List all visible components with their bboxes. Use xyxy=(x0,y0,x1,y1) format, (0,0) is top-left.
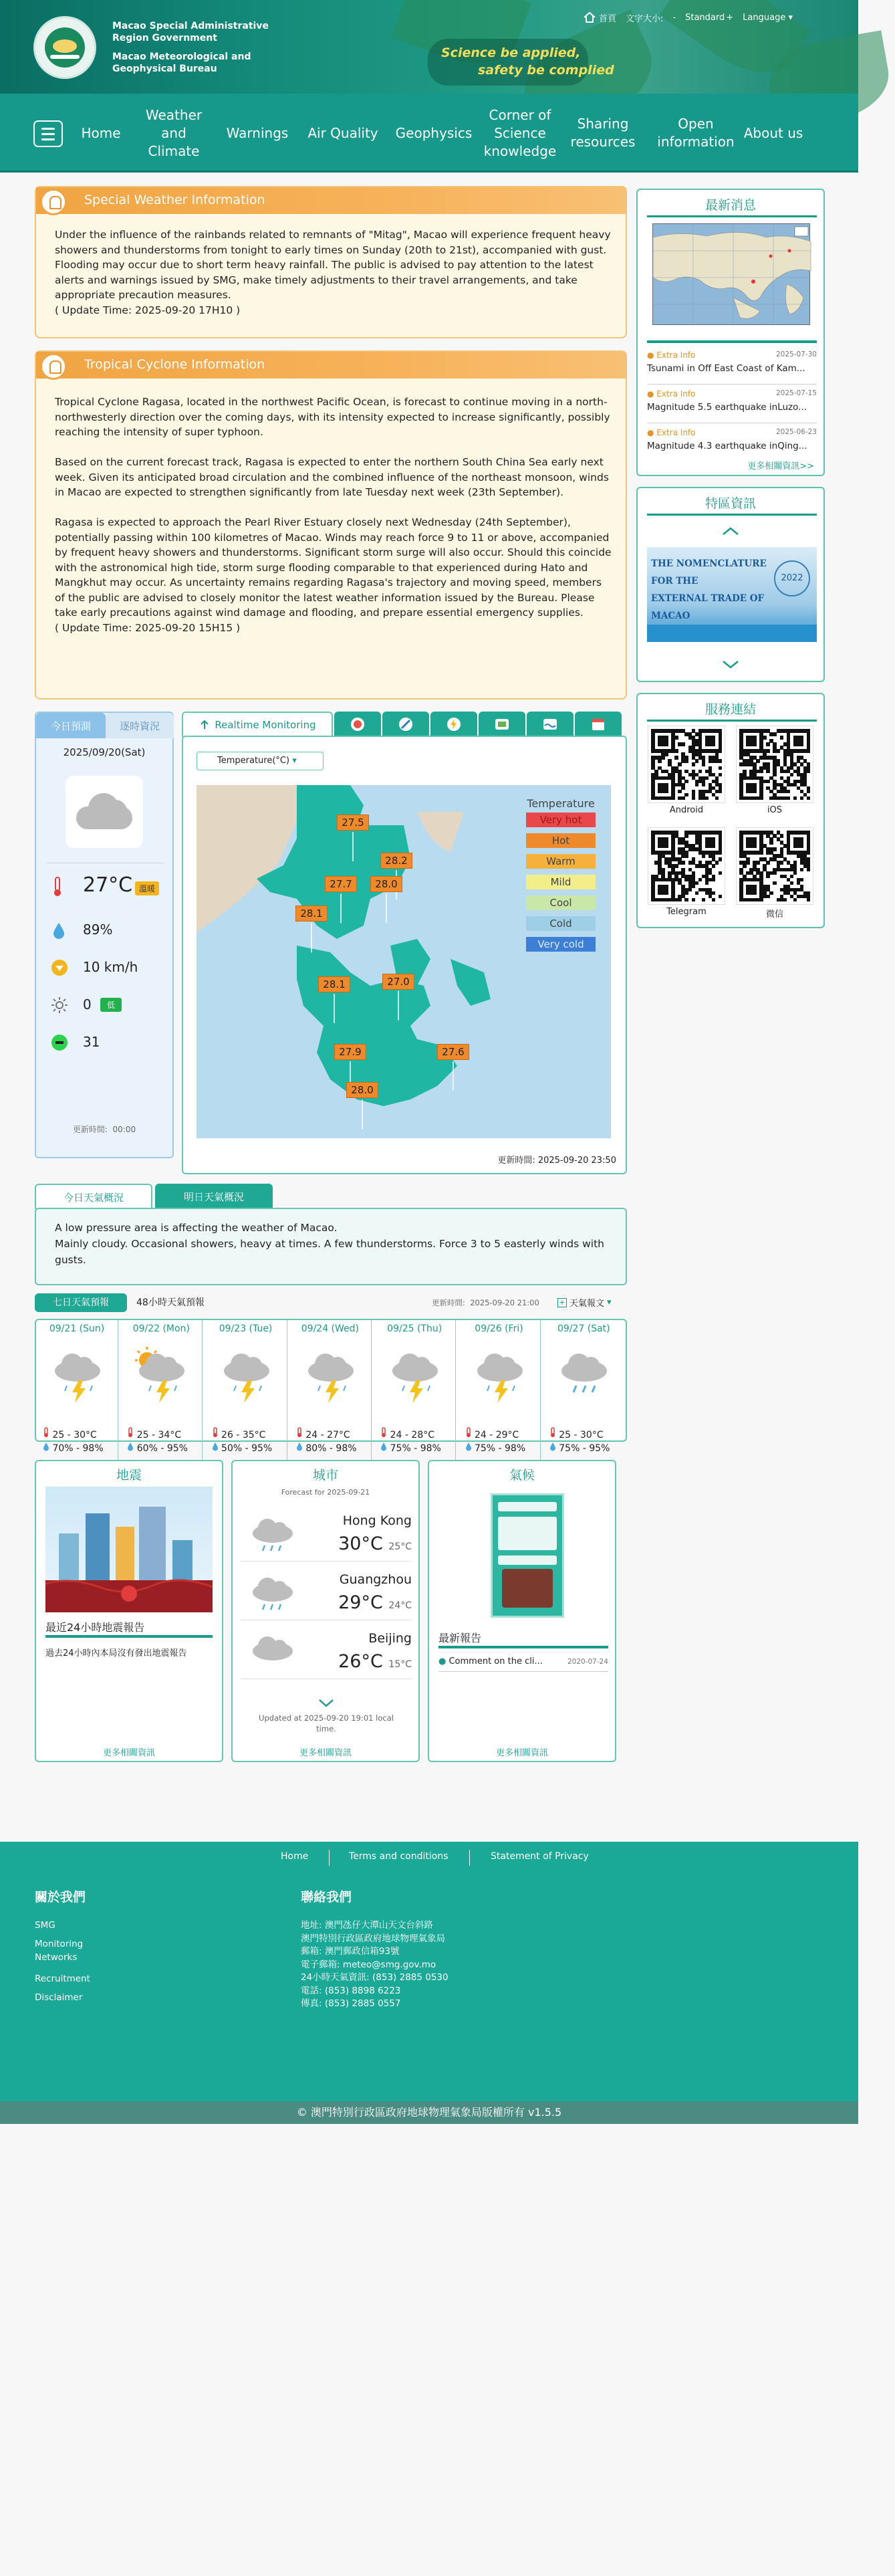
city-forecast[interactable]: Beijing 26°C 15°C xyxy=(241,1623,412,1679)
station-temp-marker[interactable]: 27.7 xyxy=(325,876,357,892)
trade-nomenclature-banner[interactable]: THE NOMENCLATURE FOR THE EXTERNAL TRADE OF MACAO 2022 xyxy=(647,547,817,642)
bell-icon xyxy=(40,189,67,215)
station-temp-marker[interactable]: 27.5 xyxy=(337,815,369,831)
font-plus-button[interactable]: + xyxy=(726,12,734,23)
site-header xyxy=(0,0,858,94)
tab-camera[interactable] xyxy=(479,712,525,737)
main-nav xyxy=(0,94,858,173)
weather-overview xyxy=(35,1184,627,1285)
climate-report-item[interactable]: ● Comment on the cli... 2020-07-24 xyxy=(438,1656,608,1667)
footer-link-privacy[interactable]: Statement of Privacy xyxy=(491,1851,589,1862)
uv-icon xyxy=(51,996,68,1014)
cities-more-link[interactable]: 更多相關資訊 xyxy=(299,1748,352,1758)
station-temp-marker[interactable]: 27.6 xyxy=(437,1044,469,1060)
wechat-label: 微信 xyxy=(765,909,783,920)
thunderstorm-icon xyxy=(297,1344,364,1406)
weather-report-link[interactable]: + 天氣報文 ▾ xyxy=(557,1296,612,1309)
tropical-cyclone-card xyxy=(35,350,627,700)
climate-report-thumbnail[interactable] xyxy=(491,1493,564,1618)
realtime-map-area xyxy=(182,736,627,1174)
nav-geophysics[interactable]: Geophysics xyxy=(395,124,473,141)
special-info-panel xyxy=(636,487,825,682)
current-wind: 10 km/h xyxy=(83,959,138,975)
humidity-icon xyxy=(549,1442,556,1451)
android-label: Android xyxy=(669,805,704,815)
cloud-rain-icon xyxy=(246,1568,299,1615)
humidity-icon xyxy=(465,1442,472,1451)
climate-title: 氣候 xyxy=(509,1468,535,1483)
humidity-icon xyxy=(127,1442,134,1451)
legend-item: Very hot xyxy=(526,813,596,827)
thermometer-icon xyxy=(43,1427,49,1438)
special-weather-text: Under the influence of the rainbands related to remnants of "Mitag", Macao will experience frequent heavy showers and thunderstorms from tonight to early times on Sunday (20th to 21st), accompanied with gust. Flooding may occur due to short term heavy rainfall. The public is advised to pay attention to the latest alerts and warnings issued by SMG, make timely adjustments to their travel arrangements, and take appropriate precaution measures. ( Update Time: 2025-09-20 17H10 ) xyxy=(55,229,611,316)
realtime-monitoring-panel xyxy=(182,712,627,1174)
macao-emblem-logo[interactable] xyxy=(33,16,96,79)
service-title: 服務連結 xyxy=(705,702,756,717)
news-title: 最新消息 xyxy=(705,198,756,213)
earthquake-report-text: 過去24小時內本局沒有發出地震報告 xyxy=(45,1648,187,1658)
font-size-label: 文字大小: xyxy=(626,13,664,24)
thermometer-icon xyxy=(212,1427,219,1438)
humidity-icon xyxy=(380,1442,387,1451)
uv-value: 0 xyxy=(83,996,92,1012)
station-temp-marker[interactable]: 28.0 xyxy=(370,876,402,892)
copyright: © 澳門特別行政區政府地球物理氣象局版權所有 v1.5.5 xyxy=(0,2101,858,2124)
globe-icon xyxy=(350,716,366,732)
wechat-qr-code[interactable] xyxy=(737,828,813,904)
thermometer-icon xyxy=(51,876,64,897)
thunderstorm-icon xyxy=(467,1344,533,1406)
climate-card xyxy=(428,1460,616,1762)
telegram-qr-code[interactable] xyxy=(648,828,725,904)
earthquake-more-link[interactable]: 更多相關資訊 xyxy=(102,1748,155,1758)
slogan: Science be applied, safety be complied xyxy=(441,45,614,78)
cities-subtitle: Forecast for 2025-09-21 xyxy=(281,1488,370,1497)
climate-more-link[interactable]: 更多相關資訊 xyxy=(495,1748,548,1758)
about-smg[interactable]: SMG xyxy=(35,1920,55,1931)
menu-icon[interactable] xyxy=(33,120,63,147)
news-item[interactable]: ● Extra Info 2025-07-15 Magnitude 5.5 earthquake inLuzo... xyxy=(647,389,817,413)
nav-open-information[interactable]: Open information xyxy=(657,116,735,150)
thermometer-icon xyxy=(296,1427,303,1438)
wave-icon xyxy=(542,716,558,732)
forecast-day[interactable]: 09/21 (Sun) 25 - 30°C 70% - 98% xyxy=(36,1320,118,1461)
bell-icon xyxy=(40,353,67,380)
footer-link-home[interactable]: Home xyxy=(281,1851,309,1862)
tab-hourly[interactable]: 逐時資況 xyxy=(106,713,174,738)
about-recruitment[interactable]: Recruitment xyxy=(35,1973,90,1984)
station-temp-marker[interactable]: 27.9 xyxy=(334,1044,366,1060)
city-earthquake-illustration[interactable] xyxy=(45,1487,213,1612)
station-temp-marker[interactable]: 28.1 xyxy=(318,976,350,992)
overview-text: A low pressure area is affecting the weather of Macao. Mainly cloudy. Occasional showers, heavy at times. A few thunderstorms. Force 3 to 5 easterly winds with gusts. xyxy=(55,1222,604,1266)
wind-icon xyxy=(51,959,68,976)
tab-today-overview[interactable]: 今日天氣概況 xyxy=(35,1184,152,1209)
station-temp-marker[interactable]: 28.2 xyxy=(380,853,412,869)
contact-line: 24小時天氣資訊: (853) 2885 0530 xyxy=(301,1972,449,1983)
legend-item: Cold xyxy=(526,916,596,931)
font-minus-button[interactable]: - xyxy=(672,12,676,23)
temperature-legend: Temperature Very hot Hot Warm Mild Cool Cold Very cold xyxy=(527,797,595,950)
top-links xyxy=(583,9,793,25)
macao-station-map[interactable] xyxy=(197,785,611,1138)
contact-line: 電話: (853) 8898 6223 xyxy=(301,1985,401,1996)
tab-today-forecast[interactable]: 今日預測 xyxy=(36,713,106,738)
special-weather-title: Special Weather Information xyxy=(84,193,265,207)
nav-warnings[interactable]: Warnings xyxy=(226,124,289,141)
current-update-time: 更新時間: 00:00 xyxy=(72,1125,136,1134)
forecast-section xyxy=(35,1293,627,1454)
nav-weather-climate[interactable]: Weather and Climate xyxy=(145,106,203,159)
nav-air-quality[interactable]: Air Quality xyxy=(307,124,378,141)
nav-science-corner[interactable]: Corner of Science knowledge xyxy=(483,106,557,159)
tropical-cyclone-title: Tropical Cyclone Information xyxy=(84,357,265,372)
legend-item: Warm xyxy=(526,854,596,869)
about-monitoring[interactable]: Monitoring Networks xyxy=(35,1939,84,1963)
news-panel xyxy=(636,189,825,476)
humidity-icon xyxy=(296,1442,303,1451)
forecast-day[interactable]: 09/25 (Thu) 24 - 28°C 75% - 98% xyxy=(374,1320,456,1461)
thermometer-icon xyxy=(127,1427,134,1438)
ios-label: iOS xyxy=(767,805,783,815)
parameter-dropdown[interactable]: Temperature(°C) ▾ xyxy=(197,752,324,770)
nav-home[interactable]: Home xyxy=(81,124,121,141)
thermometer-icon xyxy=(465,1427,472,1438)
gov-name: Macao Special Administrative Region Government xyxy=(112,21,269,43)
nav-about-us[interactable]: About us xyxy=(743,124,803,141)
forecast-day[interactable]: 09/22 (Mon) 25 - 34°C 60% - 95% xyxy=(120,1320,203,1461)
cities-card xyxy=(231,1460,420,1762)
chevron-up-icon[interactable] xyxy=(721,526,741,536)
earthquake-title: 地震 xyxy=(116,1468,142,1483)
realtime-update-time: 更新時間: 2025-09-20 23:50 xyxy=(497,1156,616,1166)
thunderstorm-icon xyxy=(44,1344,111,1406)
current-humidity: 89% xyxy=(83,922,113,938)
home-link[interactable]: 首頁 xyxy=(583,11,616,24)
current-weather-panel xyxy=(35,712,174,1158)
contact-line: 電子郵箱: meteo@smg.gov.mo xyxy=(301,1959,436,1970)
news-item[interactable]: ● Extra Info 2025-07-30 Tsunami in Off East Coast of Kam... xyxy=(647,350,817,374)
station-temp-marker[interactable]: 28.0 xyxy=(346,1082,378,1098)
chevron-down-icon[interactable] xyxy=(721,659,741,670)
news-more-link[interactable]: 更多相關資訊>> xyxy=(747,461,814,471)
sensor-icon xyxy=(199,719,211,731)
cloud-rain-icon xyxy=(551,1344,618,1406)
language-dropdown[interactable]: Language ▾ xyxy=(743,12,793,23)
tab-48h-forecast[interactable]: 48小時天氣預報 xyxy=(136,1297,205,1308)
cities-updated: Updated at 2025-09-20 19:01 local time. xyxy=(259,1713,394,1733)
earthquake-report-title: 最近24小時地震報告 xyxy=(45,1621,145,1634)
contact-line: 郵箱: 澳門郵政信箱93號 xyxy=(301,1946,400,1957)
thermometer-icon xyxy=(549,1427,556,1438)
chevron-down-icon[interactable] xyxy=(317,1698,336,1709)
tab-tomorrow-overview[interactable]: 明日天氣概況 xyxy=(155,1184,273,1209)
cities-title: 城市 xyxy=(312,1468,338,1483)
about-title: 關於我們 xyxy=(35,1890,86,1905)
tab-calendar[interactable] xyxy=(575,712,622,737)
tab-radar[interactable] xyxy=(334,712,381,737)
site-footer xyxy=(0,1842,858,2101)
special-weather-card xyxy=(35,186,627,338)
legend-item: Mild xyxy=(526,875,596,889)
plus-icon: + xyxy=(557,1298,567,1307)
earthquake-card xyxy=(35,1460,223,1762)
about-disclaimer[interactable]: Disclaimer xyxy=(35,1992,83,2003)
tab-realtime-monitoring[interactable]: Realtime Monitoring xyxy=(182,712,333,737)
camera-icon xyxy=(494,716,510,732)
sun-thunderstorm-icon xyxy=(128,1344,195,1406)
city-forecast[interactable]: Hong Kong 30°C 25°C xyxy=(241,1505,412,1562)
station-temp-marker[interactable]: 28.1 xyxy=(295,905,328,922)
contact-line: 澳門特別行政區政府地球物理氣象局 xyxy=(301,1933,445,1944)
forecast-day[interactable]: 09/23 (Tue) 26 - 35°C 50% - 95% xyxy=(205,1320,287,1461)
footer-link-terms[interactable]: Terms and conditions xyxy=(349,1851,449,1862)
special-info-title: 特區資訊 xyxy=(705,496,756,511)
forecast-day[interactable]: 09/27 (Sat) 25 - 30°C 75% - 95% xyxy=(543,1320,625,1461)
thunderstorm-icon xyxy=(213,1344,280,1406)
forecast-day[interactable]: 09/24 (Wed) 24 - 27°C 80% - 98% xyxy=(289,1320,372,1461)
legend-item: Very cold xyxy=(526,937,596,952)
home-icon xyxy=(583,11,596,23)
humidity-icon xyxy=(212,1442,219,1451)
forecast-day[interactable]: 09/26 (Fri) 24 - 29°C 75% - 98% xyxy=(459,1320,541,1461)
cloudy-icon xyxy=(66,776,143,848)
world-earthquake-map[interactable] xyxy=(652,223,810,325)
humidity-icon xyxy=(52,922,66,939)
telegram-label: Telegram xyxy=(666,907,707,917)
aqi-value: 31 xyxy=(83,1034,100,1050)
latest-report-title: 最新報告 xyxy=(438,1632,482,1644)
contact-title: 聯絡我們 xyxy=(301,1890,352,1905)
station-temp-marker[interactable]: 27.0 xyxy=(382,974,414,990)
ios-qr-code[interactable] xyxy=(737,726,813,802)
service-links-panel xyxy=(636,693,825,928)
news-item[interactable]: ● Extra Info 2025-06-23 Magnitude 4.3 earthquake inQing... xyxy=(647,428,817,451)
calendar-icon xyxy=(590,716,606,732)
forecast-days xyxy=(35,1319,627,1454)
contact-line: 傳真: (853) 2885 0557 xyxy=(301,1998,401,2009)
contact-info xyxy=(301,1919,449,2011)
legend-item: Hot xyxy=(526,833,596,848)
legend-item: Cool xyxy=(526,895,596,910)
tab-satellite[interactable] xyxy=(382,712,429,737)
thunderstorm-icon xyxy=(382,1344,449,1406)
humidity-icon xyxy=(43,1442,49,1451)
city-forecast[interactable]: Guangzhou 29°C 24°C xyxy=(241,1564,412,1620)
lightning-icon xyxy=(446,716,462,732)
current-temperature: 27°C xyxy=(83,873,133,897)
smg-name: Macao Meteorological and Geophysical Bureau xyxy=(112,51,251,74)
thermometer-icon xyxy=(380,1427,387,1438)
cloud-icon xyxy=(246,1627,299,1674)
tab-lightning[interactable] xyxy=(430,712,477,737)
air-quality-icon xyxy=(51,1034,68,1051)
current-date: 2025/09/20(Sat) xyxy=(63,746,146,758)
tab-sea-level[interactable] xyxy=(527,712,573,737)
forecast-update-time: 更新時間: 2025-09-20 21:00 xyxy=(432,1298,539,1307)
satellite-icon xyxy=(398,716,414,732)
font-standard-button[interactable]: Standard xyxy=(685,12,725,23)
tropical-cyclone-text: Tropical Cyclone Ragasa, located in the northwest Pacific Ocean, is forecast to continue moving in a north-northwesterly direction over the coming days, with its intensity expected to increase significantly, possibly reaching the intensity of super typhoon. Based on the current forecast track, Ragasa is expected to enter the northern South China Sea early next week. Given its anticipated broad circulation and the combined influence of the northeast monsoon, winds in Macao are expected to strengthen significantly from late Tuesday next week (23th September). Ragasa is expected to approach the Pearl River Estuary closely next Wednesday (24th September), potentially passing within 100 kilometres of Macao. Winds may reach force 9 to 11 or above, accompanied by frequent heavy showers and thunderstorms. Significant storm surge will also occur. Should this coincide with the astronomical high tide, storm surge flooding comparable to that experienced during Hato and Mangkhut may occur. As uncertainty remains regarding Ragasa's trajectory and moving speed, members of the public are advised to closely monitor the latest weather information issued by the Bureau. Please take early precautions against wind damage and flooding, and prepare essential emergency supplies. ( Update Time: 2025-09-20 15H15 ) xyxy=(55,396,612,634)
tab-7day-forecast[interactable]: 七日天氣預報 xyxy=(35,1293,127,1312)
uv-badge: 低 xyxy=(100,998,122,1012)
temperature-badge: 溫暖 xyxy=(135,881,159,895)
cloud-rain-icon xyxy=(246,1509,299,1556)
nav-sharing-resources[interactable]: Sharing resources xyxy=(570,116,636,150)
contact-line: 地址: 澳門氹仔大潭山天文台斜路 xyxy=(301,1920,433,1931)
android-qr-code[interactable] xyxy=(648,726,725,802)
